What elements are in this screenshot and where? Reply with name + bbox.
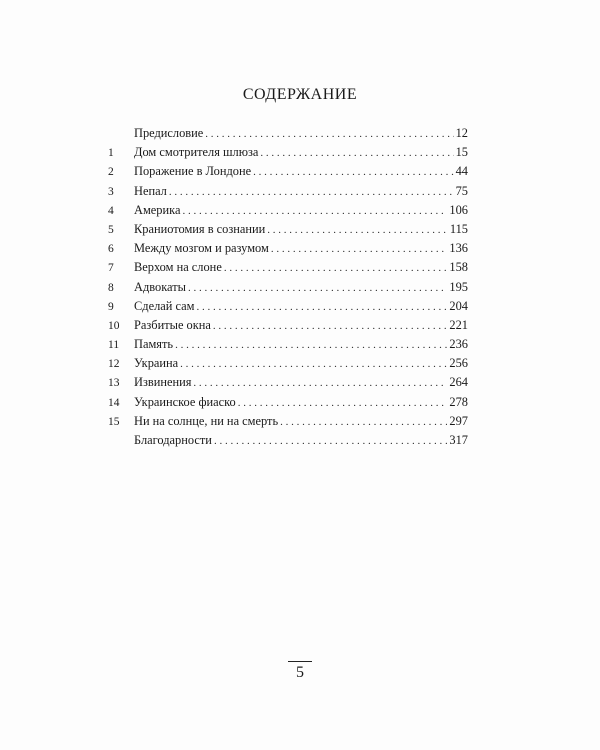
toc-entry[interactable] [108, 297, 468, 316]
chapter-page: 15 [455, 145, 468, 160]
toc-entry[interactable] [108, 316, 468, 335]
dot-leader [180, 355, 447, 374]
chapter-title: Дом смотрителя шлюза [134, 145, 259, 160]
chapter-number: 9 [108, 300, 114, 313]
dot-leader [271, 240, 448, 259]
chapter-title: Украина [134, 356, 179, 371]
chapter-number: 4 [108, 204, 114, 217]
chapter-number: 5 [108, 223, 114, 236]
chapter-title: Верхом на слоне [134, 260, 222, 275]
toc-entry[interactable] [108, 182, 468, 201]
chapter-title: Ни на солнце, ни на смерть [134, 413, 279, 428]
toc-entry[interactable] [108, 393, 468, 412]
chapter-number: 6 [108, 243, 114, 256]
toc-entry[interactable] [108, 201, 468, 220]
chapter-page: 75 [455, 183, 468, 198]
toc-entry[interactable] [108, 278, 468, 297]
dot-leader [193, 374, 447, 393]
dot-leader [188, 279, 447, 298]
chapter-page: 12 [455, 126, 468, 140]
toc-entry[interactable] [108, 220, 468, 239]
chapter-number: 3 [108, 185, 114, 198]
chapter-number: 15 [108, 415, 120, 428]
dot-leader [253, 163, 454, 182]
dot-leader [238, 394, 448, 413]
toc-entry[interactable] [108, 354, 468, 373]
chapter-number: 13 [108, 377, 120, 390]
chapter-title: Непал [134, 183, 167, 198]
toc-entry[interactable] [108, 124, 468, 143]
chapter-title: Сделай сам [134, 298, 195, 313]
chapter-page: 221 [449, 317, 468, 332]
chapter-number: 7 [108, 262, 114, 275]
dot-leader [260, 144, 453, 163]
chapter-page: 204 [449, 298, 468, 313]
dot-leader [280, 413, 447, 432]
chapter-number: 2 [108, 166, 114, 179]
chapter-page: 278 [449, 394, 468, 409]
toc-entry[interactable] [108, 373, 468, 392]
chapter-page: 158 [449, 260, 468, 275]
dot-leader [267, 221, 448, 240]
chapter-title: Разбитые окна [134, 317, 211, 332]
chapter-title: Краниотомия в сознании [134, 221, 266, 236]
dot-leader [175, 336, 447, 355]
toc-entry[interactable] [108, 162, 468, 181]
toc-entry[interactable] [108, 412, 468, 431]
chapter-page: 317 [449, 433, 468, 447]
chapter-page: 236 [449, 337, 468, 352]
footer-rule [288, 661, 312, 662]
table-of-contents [108, 124, 468, 450]
chapter-page: 136 [449, 241, 468, 256]
dot-leader [214, 432, 447, 451]
page-title: СОДЕРЖАНИЕ [242, 86, 358, 103]
toc-entry[interactable] [108, 239, 468, 258]
chapter-page: 106 [449, 202, 468, 217]
chapter-number: 1 [108, 147, 114, 160]
toc-entry[interactable] [108, 143, 468, 162]
chapter-title: Между мозгом и разумом [134, 241, 269, 256]
chapter-title: Поражение в Лондоне [134, 164, 252, 179]
chapter-title: Благодарности [134, 433, 212, 447]
chapter-title: Америка [134, 202, 181, 217]
chapter-title: Память [134, 337, 174, 352]
chapter-page: 44 [455, 164, 468, 179]
chapter-title: Предисловие [134, 126, 204, 140]
dot-leader [205, 125, 453, 144]
dot-leader [196, 298, 447, 317]
chapter-page: 195 [449, 279, 468, 294]
page-number: 5 [296, 664, 304, 681]
chapter-number: 14 [108, 396, 120, 409]
chapter-title: Украинское фиаско [134, 394, 236, 409]
toc-entry[interactable] [108, 258, 468, 277]
toc-entry[interactable] [108, 335, 468, 354]
chapter-number: 12 [108, 358, 120, 371]
chapter-title: Адвокаты [134, 279, 186, 294]
chapter-page: 297 [449, 413, 468, 428]
dot-leader [169, 183, 454, 202]
dot-leader [182, 202, 447, 221]
dot-leader [224, 259, 448, 278]
chapter-page: 256 [449, 356, 468, 371]
chapter-number: 8 [108, 281, 114, 294]
chapter-title: Извинения [134, 375, 192, 390]
chapter-page: 115 [449, 221, 468, 236]
chapter-page: 264 [449, 375, 468, 390]
toc-entry[interactable] [108, 431, 468, 450]
chapter-number: 10 [108, 319, 120, 332]
dot-leader [213, 317, 448, 336]
chapter-number: 11 [108, 339, 120, 352]
